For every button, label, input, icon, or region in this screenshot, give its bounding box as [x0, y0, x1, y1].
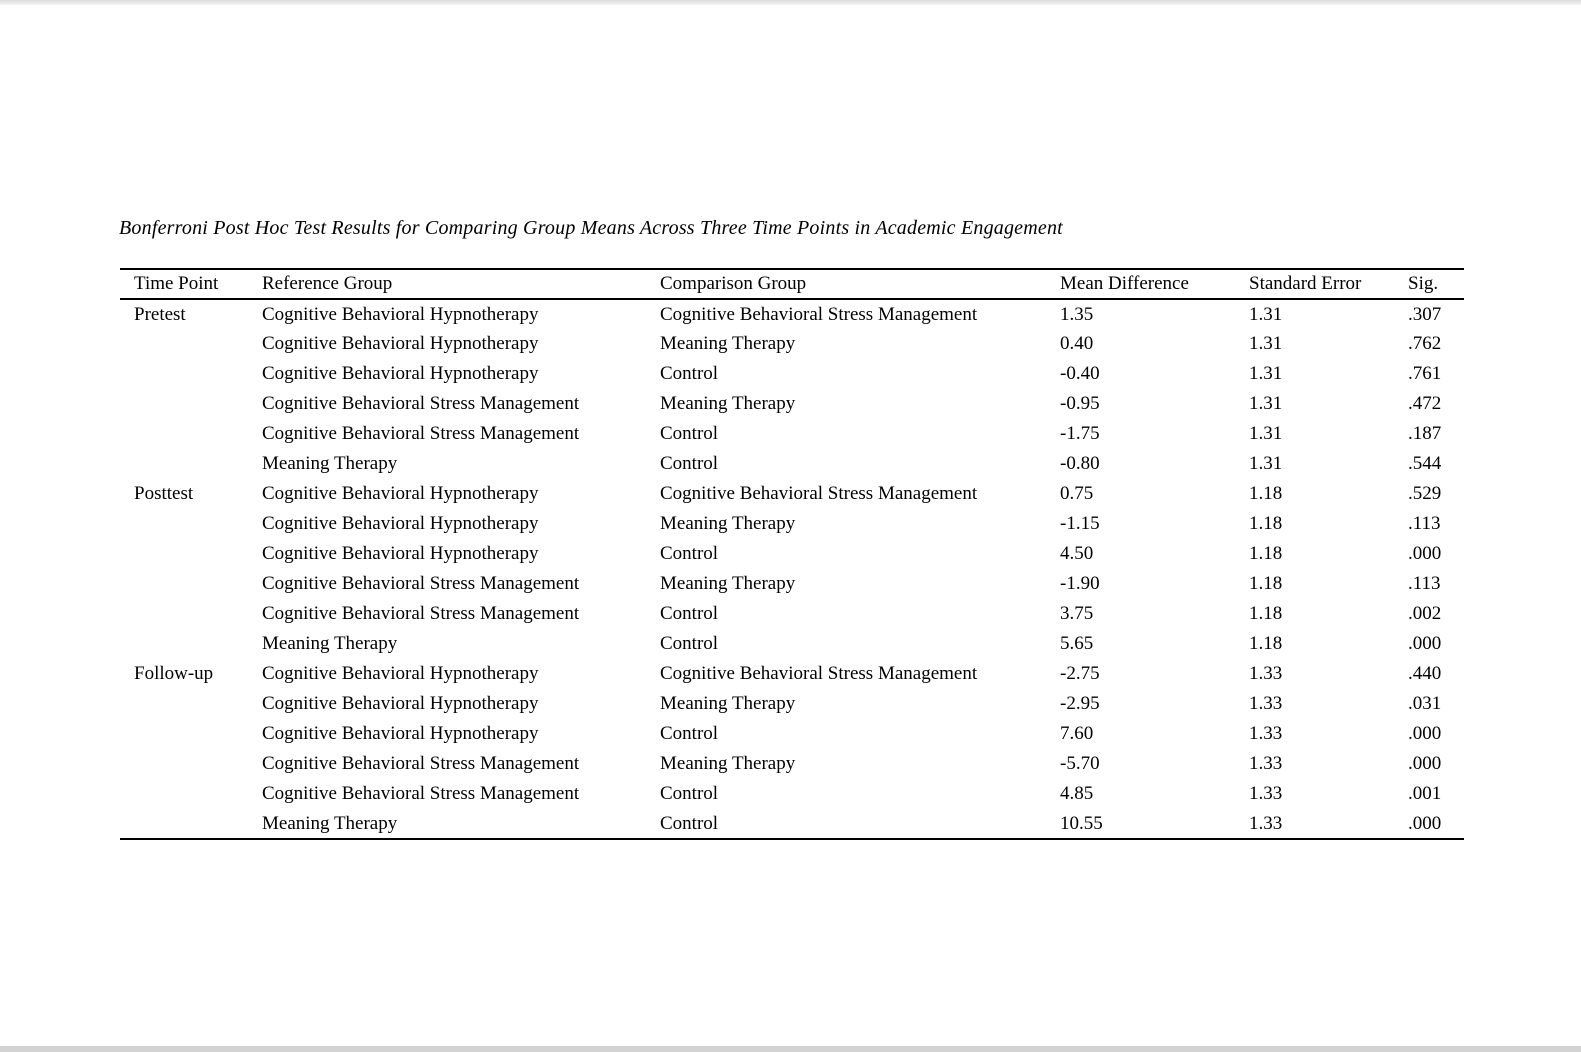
cell-comparison-group: Control: [660, 453, 719, 474]
cell-time-point: [120, 629, 262, 659]
col-header-standard-error: Standard Error: [1249, 273, 1362, 294]
table-row: [120, 299, 1464, 329]
cell-sig: .761: [1408, 363, 1442, 384]
cell-time-point: [120, 509, 262, 539]
cell-sig: .762: [1408, 333, 1442, 354]
header-row: [120, 269, 1464, 299]
posthoc-results-table: [120, 268, 1464, 840]
table-row: [120, 599, 1464, 629]
table-row: [120, 689, 1464, 719]
table-row: [120, 359, 1464, 389]
cell-comparison-group: Meaning Therapy: [660, 573, 796, 594]
table-row: [120, 419, 1464, 449]
cell-sig: .307: [1408, 303, 1442, 325]
cell-mean-difference: 7.60: [1060, 723, 1094, 744]
cell-standard-error: 1.33: [1249, 812, 1283, 834]
cell-time-point: [120, 389, 262, 419]
cell-time-point: [120, 359, 262, 389]
table-row: [120, 779, 1464, 809]
cell-standard-error: 1.31: [1249, 453, 1283, 474]
cell-time-point: [120, 689, 262, 719]
cell-time-point: [120, 329, 262, 359]
cell-mean-difference: 0.40: [1060, 333, 1094, 354]
cell-sig: .544: [1408, 453, 1442, 474]
cell-sig: .472: [1408, 393, 1442, 414]
cell-time-point: [120, 599, 262, 629]
cell-comparison-group: Control: [660, 783, 719, 804]
cell-mean-difference: -1.90: [1060, 573, 1100, 594]
col-header-time-point: Time Point: [134, 273, 219, 294]
table-row: [120, 539, 1464, 569]
cell-comparison-group: Cognitive Behavioral Stress Management: [660, 303, 978, 325]
cell-standard-error: 1.18: [1249, 543, 1283, 564]
table-row: [120, 479, 1464, 509]
cell-time-point: [120, 779, 262, 809]
cell-reference-group: Cognitive Behavioral Hypnotherapy: [262, 333, 539, 354]
cell-reference-group: Meaning Therapy: [262, 812, 398, 834]
cell-reference-group: Cognitive Behavioral Stress Management: [262, 783, 580, 804]
window-bottom-edge: [0, 1046, 1581, 1052]
cell-sig: .000: [1408, 543, 1442, 564]
cell-standard-error: 1.18: [1249, 633, 1283, 654]
cell-sig: .529: [1408, 483, 1442, 504]
cell-sig: .031: [1408, 693, 1442, 714]
cell-reference-group: Cognitive Behavioral Stress Management: [262, 603, 580, 624]
col-header-reference-group: Reference Group: [262, 273, 393, 294]
table-row: [120, 329, 1464, 359]
cell-comparison-group: Control: [660, 603, 719, 624]
cell-mean-difference: 3.75: [1060, 603, 1094, 624]
cell-mean-difference: 1.35: [1060, 303, 1094, 325]
cell-standard-error: 1.33: [1249, 663, 1283, 684]
col-header-mean-difference: Mean Difference: [1060, 273, 1189, 294]
cell-mean-difference: -1.15: [1060, 513, 1100, 534]
table-title: Bonferroni Post Hoc Test Results for Comparing Group Means Across Three Time Points in Academic Engagement: [119, 217, 1063, 239]
cell-reference-group: Meaning Therapy: [262, 633, 398, 654]
cell-reference-group: Cognitive Behavioral Stress Management: [262, 423, 580, 444]
cell-comparison-group: Control: [660, 723, 719, 744]
cell-comparison-group: Control: [660, 363, 719, 384]
cell-standard-error: 1.31: [1249, 393, 1283, 414]
cell-standard-error: 1.18: [1249, 603, 1283, 624]
cell-standard-error: 1.31: [1249, 423, 1283, 444]
table-row: [120, 749, 1464, 779]
cell-standard-error: 1.33: [1249, 723, 1283, 744]
cell-time-point: [120, 569, 262, 599]
cell-time-point: [120, 449, 262, 479]
cell-mean-difference: -0.40: [1060, 363, 1100, 384]
cell-standard-error: 1.18: [1249, 483, 1283, 504]
window-top-edge: [0, 0, 1581, 5]
col-header-sig: Sig.: [1408, 273, 1439, 294]
cell-standard-error: 1.31: [1249, 303, 1283, 325]
cell-reference-group: Cognitive Behavioral Hypnotherapy: [262, 723, 539, 744]
cell-mean-difference: -0.95: [1060, 393, 1100, 414]
cell-time-point: [120, 419, 262, 449]
table-row: [120, 809, 1464, 839]
cell-comparison-group: Meaning Therapy: [660, 753, 796, 774]
cell-reference-group: Cognitive Behavioral Hypnotherapy: [262, 543, 539, 564]
col-header-comparison-group: Comparison Group: [660, 273, 807, 294]
cell-reference-group: Cognitive Behavioral Stress Management: [262, 393, 580, 414]
cell-comparison-group: Meaning Therapy: [660, 693, 796, 714]
cell-reference-group: Cognitive Behavioral Hypnotherapy: [262, 513, 539, 534]
cell-mean-difference: -2.95: [1060, 693, 1100, 714]
cell-sig: .000: [1408, 633, 1442, 654]
cell-time-point: [120, 539, 262, 569]
cell-sig: .000: [1408, 723, 1442, 744]
cell-sig: .113: [1408, 513, 1441, 534]
cell-time-point: [120, 749, 262, 779]
cell-time-point: Follow-up: [134, 663, 214, 684]
table-row: [120, 719, 1464, 749]
cell-sig: .001: [1408, 783, 1442, 804]
cell-sig: .000: [1408, 812, 1442, 834]
cell-comparison-group: Control: [660, 812, 719, 834]
cell-sig: .002: [1408, 603, 1442, 624]
table-row: [120, 629, 1464, 659]
cell-mean-difference: 5.65: [1060, 633, 1094, 654]
cell-reference-group: Meaning Therapy: [262, 453, 398, 474]
cell-comparison-group: Cognitive Behavioral Stress Management: [660, 663, 978, 684]
cell-sig: .440: [1408, 663, 1442, 684]
cell-reference-group: Cognitive Behavioral Hypnotherapy: [262, 663, 539, 684]
cell-mean-difference: 10.55: [1060, 812, 1103, 834]
cell-mean-difference: -5.70: [1060, 753, 1100, 774]
cell-reference-group: Cognitive Behavioral Hypnotherapy: [262, 303, 539, 325]
cell-standard-error: 1.33: [1249, 693, 1283, 714]
cell-time-point: Posttest: [134, 483, 194, 504]
table-row: [120, 659, 1464, 689]
cell-comparison-group: Meaning Therapy: [660, 393, 796, 414]
cell-mean-difference: 4.85: [1060, 783, 1094, 804]
cell-standard-error: 1.18: [1249, 573, 1283, 594]
cell-comparison-group: Control: [660, 543, 719, 564]
cell-standard-error: 1.31: [1249, 333, 1283, 354]
cell-sig: .000: [1408, 753, 1442, 774]
cell-standard-error: 1.31: [1249, 363, 1283, 384]
table-row: [120, 449, 1464, 479]
cell-time-point: [120, 809, 262, 839]
cell-reference-group: Cognitive Behavioral Hypnotherapy: [262, 693, 539, 714]
cell-comparison-group: Meaning Therapy: [660, 333, 796, 354]
cell-mean-difference: -0.80: [1060, 453, 1100, 474]
table-row: [120, 509, 1464, 539]
cell-reference-group: Cognitive Behavioral Stress Management: [262, 573, 580, 594]
cell-sig: .113: [1408, 573, 1441, 594]
cell-standard-error: 1.33: [1249, 783, 1283, 804]
cell-standard-error: 1.33: [1249, 753, 1283, 774]
cell-reference-group: Cognitive Behavioral Stress Management: [262, 753, 580, 774]
cell-mean-difference: -2.75: [1060, 663, 1100, 684]
cell-comparison-group: Cognitive Behavioral Stress Management: [660, 483, 978, 504]
cell-comparison-group: Control: [660, 423, 719, 444]
cell-reference-group: Cognitive Behavioral Hypnotherapy: [262, 483, 539, 504]
cell-standard-error: 1.18: [1249, 513, 1283, 534]
cell-mean-difference: 0.75: [1060, 483, 1094, 504]
cell-comparison-group: Control: [660, 633, 719, 654]
cell-comparison-group: Meaning Therapy: [660, 513, 796, 534]
cell-time-point: [120, 719, 262, 749]
table-body: [120, 299, 1464, 839]
table-row: [120, 389, 1464, 419]
cell-time-point: Pretest: [134, 303, 186, 325]
table-row: [120, 569, 1464, 599]
cell-reference-group: Cognitive Behavioral Hypnotherapy: [262, 363, 539, 384]
cell-mean-difference: 4.50: [1060, 543, 1094, 564]
cell-mean-difference: -1.75: [1060, 423, 1100, 444]
cell-sig: .187: [1408, 423, 1442, 444]
